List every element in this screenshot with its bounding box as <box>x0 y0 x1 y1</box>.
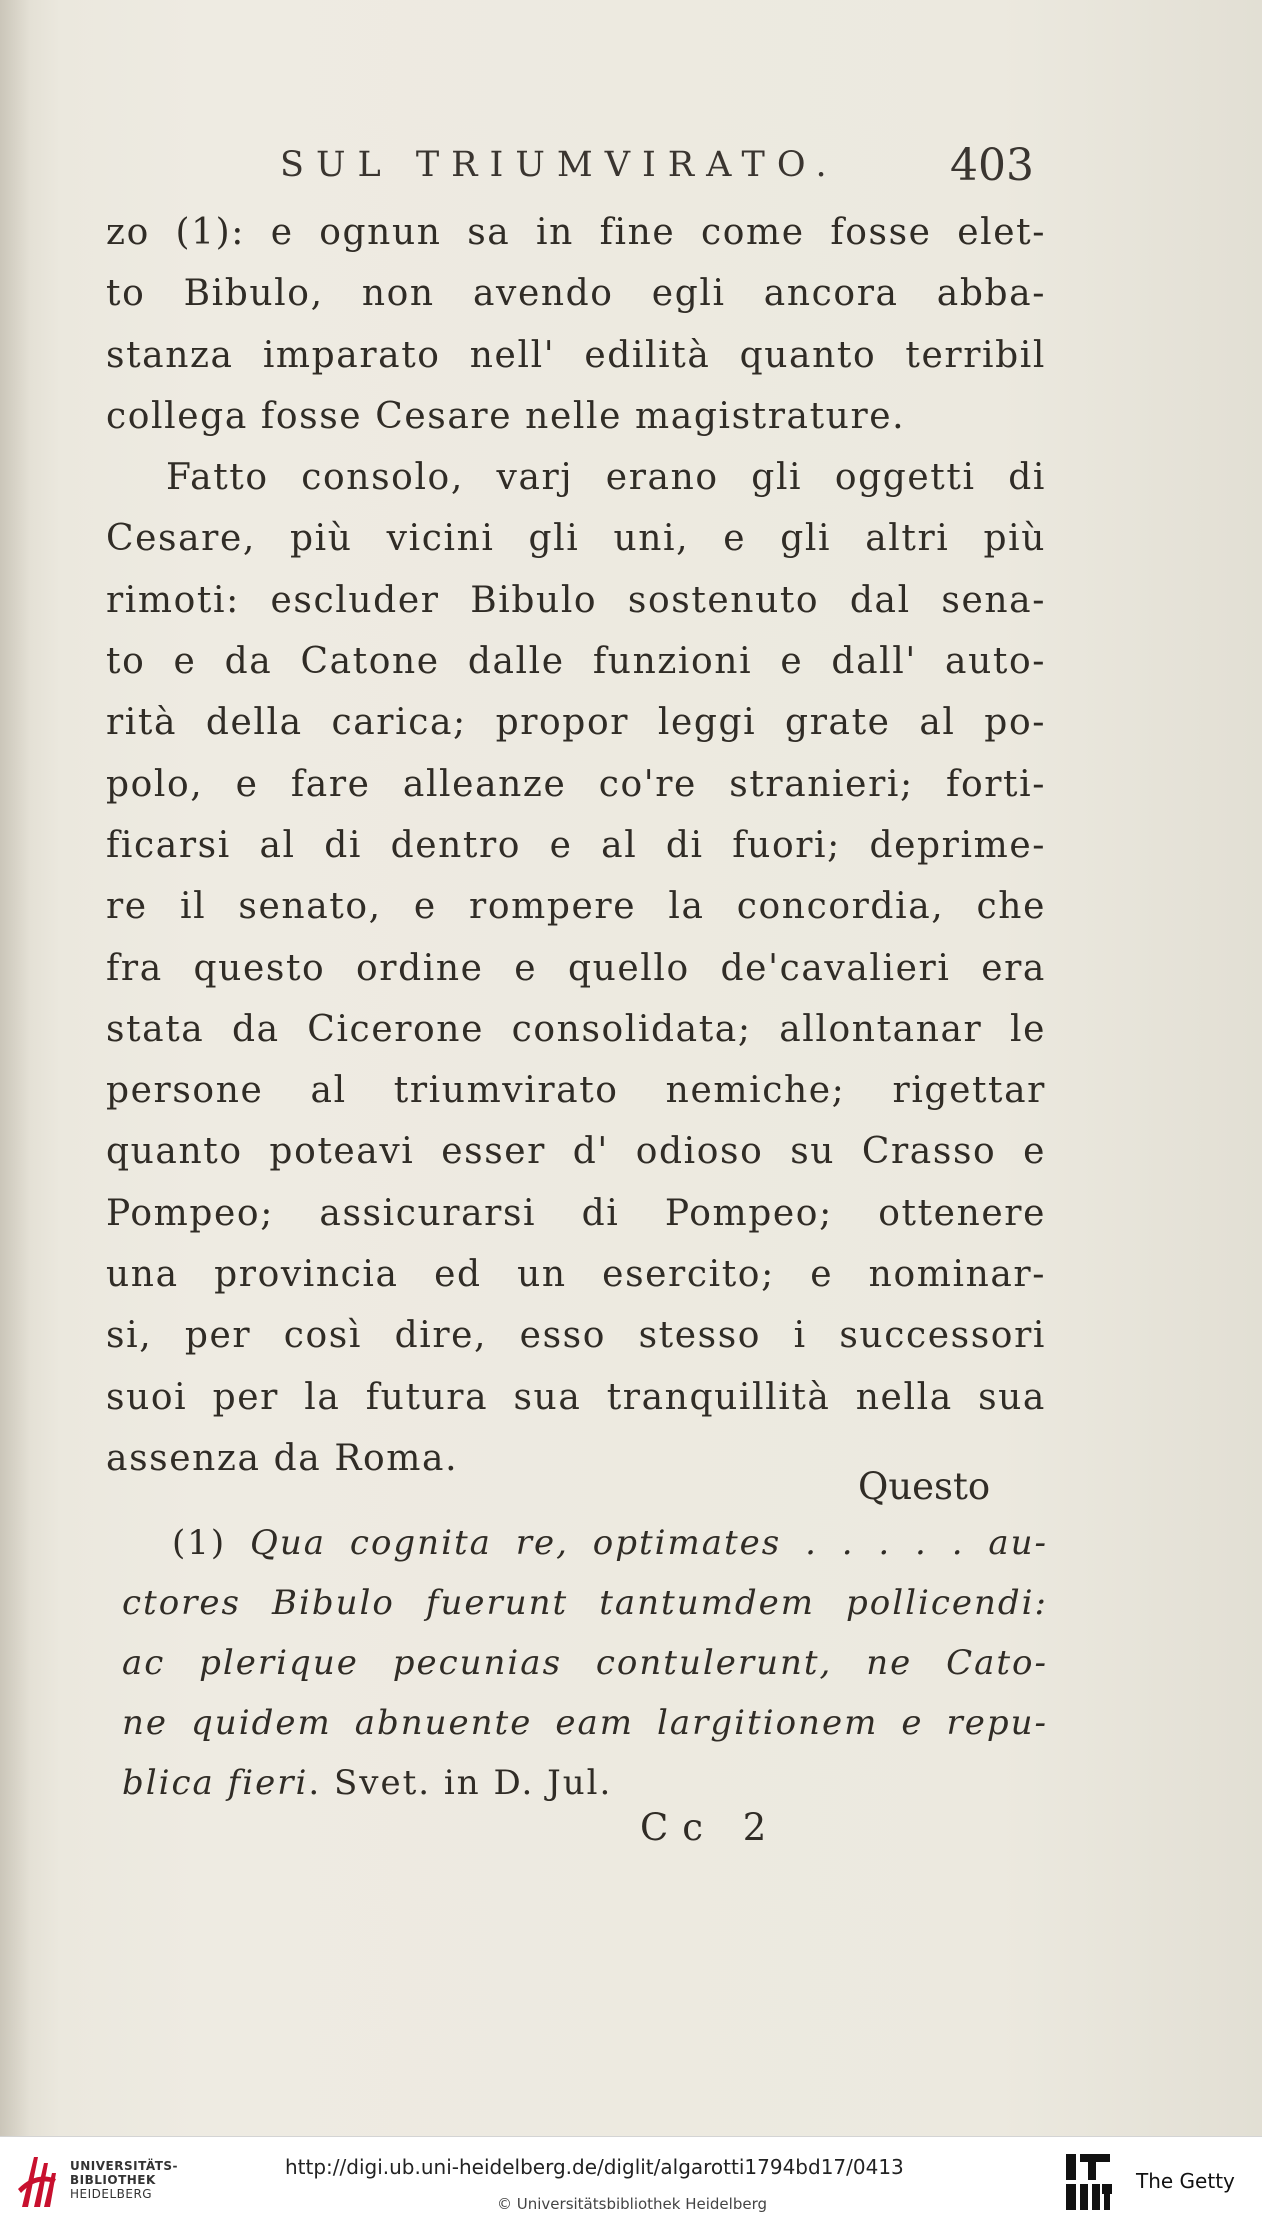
text-line: fra questo ordine e quello de'cavalieri era <box>106 947 1046 989</box>
footnote-line: ne quidem abnuente eam largitionem e repu- <box>122 1703 1048 1743</box>
signature-mark: Cc 2 <box>640 1806 781 1849</box>
text-line: stata da Cicerone consolidata; allontanar le <box>106 1008 1046 1050</box>
text-line: rità della carica; propor leggi grate al po- <box>106 702 1046 744</box>
text-line: quanto poteavi esser d' odioso su Crasso e <box>106 1131 1046 1173</box>
text-line: to e da Catone dalle funzioni e dall' auto- <box>106 641 1046 683</box>
copyright-notice: © Universitätsbibliothek Heidelberg <box>497 2195 768 2213</box>
text-line: una provincia ed un esercito; e nominar- <box>106 1254 1046 1296</box>
footnote <box>122 1513 1048 1813</box>
running-head: SUL TRIUMVIRATO. <box>280 145 839 185</box>
footnote-line <box>122 1753 1048 1813</box>
text-line: rimoti: escluder Bibulo sostenuto dal sena- <box>106 579 1046 621</box>
page-number: 403 <box>950 140 1034 191</box>
footnote-text: Qua cognita re, optimates . . . . . au- <box>250 1523 1048 1563</box>
text-line: zo (1): e ognun sa in fine come fosse elet- <box>106 212 1046 253</box>
text-line: assenza da Roma. <box>106 1437 459 1479</box>
text-line: collega fosse Cesare nelle magistrature. <box>106 395 906 437</box>
text-line: stanza imparato nell' edilità quanto terribil <box>106 334 1046 376</box>
getty-logo-icon <box>1062 2150 1116 2214</box>
footnote-line <box>122 1513 1048 1573</box>
body-text <box>106 202 1046 1489</box>
footnote-line: ctores Bibulo fuerunt tantumdem pollicendi: <box>122 1583 1048 1623</box>
text-line: Fatto consolo, varj erano gli oggetti di <box>166 457 1046 499</box>
text-line: re il senato, e rompere la concordia, che <box>106 886 1046 928</box>
text-line: ficarsi al di dentro e al di fuori; deprime- <box>106 824 1046 866</box>
footnote-line: ac plerique pecunias contulerunt, ne Cato- <box>122 1643 1048 1683</box>
text-line: persone al triumvirato nemiche; rigettar <box>106 1070 1046 1112</box>
text-line: Pompeo; assicurarsi di Pompeo; ottenere <box>106 1192 1046 1234</box>
sponsor-name: The Getty <box>1136 2169 1235 2193</box>
footer-bar <box>0 2136 1262 2226</box>
text-line: si, per così dire, esso stesso i successori <box>106 1315 1046 1357</box>
text-line: suoi per la futura sua tranquillità nella sua <box>106 1376 1046 1418</box>
footnote-marker: (1) <box>172 1523 227 1563</box>
footnote-source: . Svet. in D. Jul. <box>308 1763 613 1803</box>
library-name <box>70 2159 178 2201</box>
text-line: polo, e fare alleanze co're stranieri; forti- <box>106 763 1046 805</box>
library-name-line: HEIDELBERG <box>70 2187 153 2201</box>
text-line: to Bibulo, non avendo egli ancora abba- <box>106 273 1046 315</box>
catchword: Questo <box>858 1465 991 1508</box>
spine-shadow <box>0 0 30 2136</box>
library-name-line: BIBLIOTHEK <box>70 2173 156 2187</box>
text-line: Cesare, più vicini gli uni, e gli altri più <box>106 518 1046 560</box>
footnote-italic: blica fieri <box>122 1763 309 1803</box>
library-name-line: UNIVERSITÄTS- <box>70 2159 179 2173</box>
ub-heidelberg-logo-icon <box>14 2149 60 2213</box>
permalink-url[interactable]: http://digi.ub.uni-heidelberg.de/diglit/algarotti1794bd17/0413 <box>285 2155 904 2179</box>
